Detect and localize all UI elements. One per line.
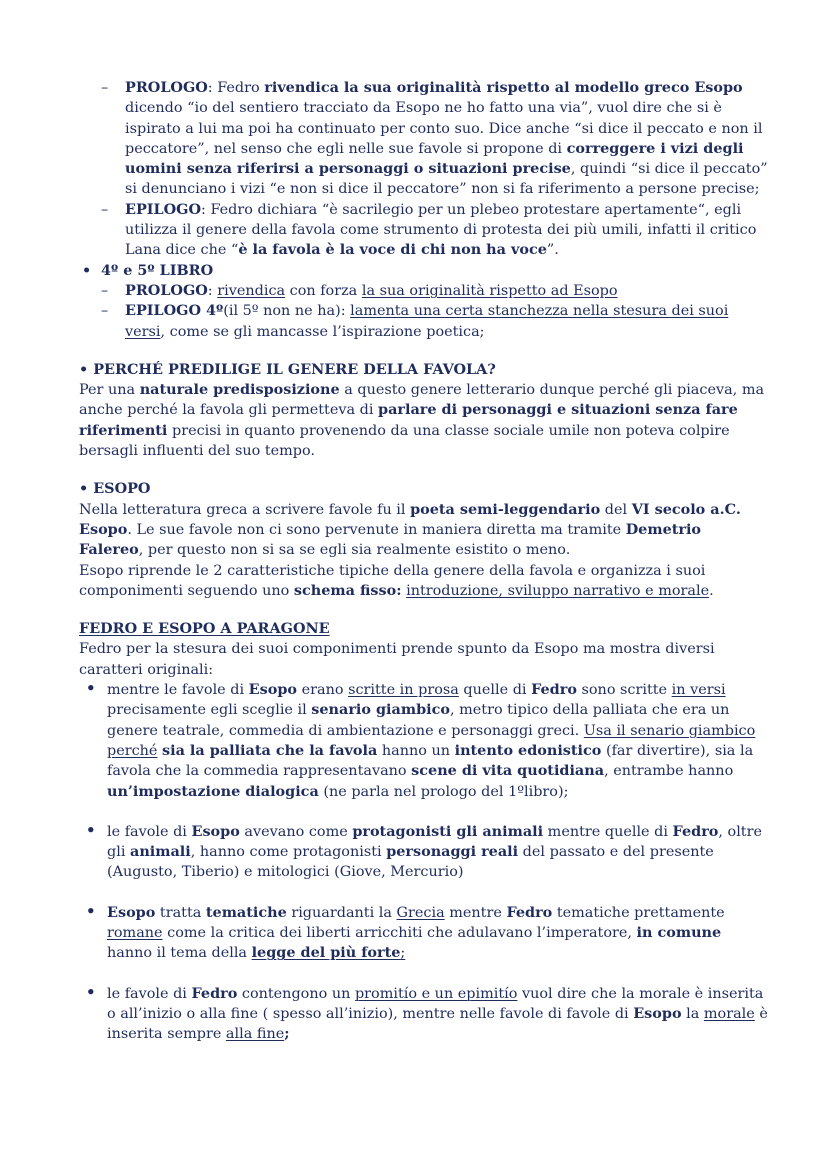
paragone-item-tematiche: • Esopo tratta tematiche riguardanti la Grecia mentre Fedro tematiche prettamente romane come la critica dei liberti arricchiti che adulavano l’imperatore, in comune hanno il tema della legge del più forte; (79, 903, 768, 964)
list-item-prologo: – PROLOGO: Fedro rivendica la sua originalità rispetto al modello greco Esopo dicendo “io del sentiero tracciato da Esopo ne ho fatto una via”, vuol dire che si è ispirato a lui ma poi ha continuato per conto suo. Dice anche “si dice il peccato e non il peccatore”, nel senso che egli nelle sue favole si propone di correggere i vizi degli uomini senza riferirsi a personaggi o situazioni precise, quindi “si dice il peccato” si denunciano i vizi “e non si dice il peccatore” non si fa riferimento a persone precise; (125, 78, 768, 200)
section-title-esopo: • ESOPO (79, 480, 151, 498)
libro-4-5-prologo: – PROLOGO: rivendica con forza la sua originalità rispetto ad Esopo (125, 281, 768, 301)
section-title-perche: • PERCHÉ PREDILIGE IL GENERE DELLA FAVOLA? (79, 360, 496, 378)
paragone-item-versi: • mentre le favole di Esopo erano scritte in prosa quelle di Fedro sono scritte in versi precisamente egli sceglie il senario giambico, metro tipico della palliata che era un genere teatrale, commedia di ambientazione e personaggi greci. Usa il senario giambico perché sia la palliata che la favola hanno un intento edonistico (far divertire), sia la favola che la commedia rappresentavano scene di vita quotidiana, entrambe hanno un’impostazione dialogica (ne parla nel prologo del 1ºlibro); (79, 680, 768, 802)
section-perche (79, 360, 768, 461)
paragone-item-morale: • le favole di Fedro contengono un promitío e un epimitío vuol dire che la morale è inserita o all’inizio o alla fine ( spesso all’inizio), mentre nelle favole di favole di Esopo la morale è inserita sempre alla fine; (79, 984, 768, 1045)
libro-4-5-sublist (101, 281, 768, 342)
list-item-epilogo: – EPILOGO: Fedro dichiara “è sacrilegio per un plebeo protestare apertamente“, egli utilizza il genere della favola come strumento di protesta dei più umili, infatti il critico Lana dice che “è la favola è la voce di chi non ha voce”. (125, 200, 768, 261)
paragraph-esopo-2: Esopo riprende le 2 caratteristiche tipiche della genere della favola e organizza i suoi componimenti seguendo uno schema fisso: introduzione, sviluppo narrativo e morale. (79, 562, 714, 599)
paragraph-perche: Per una naturale predisposizione a questo genere letterario dunque perché gli piaceva, ma anche perché la favola gli permetteva di parlare di personaggi e situazioni senza fare riferimenti precisi in quanto provenendo da una classe sociale umile non poteva colpire bersagli influenti del suo tempo. (79, 381, 765, 460)
libro-4-5-item (79, 261, 768, 342)
libro-4-5-title: 4º e 5º LIBRO (101, 261, 214, 279)
libro-4-5-list (79, 261, 768, 342)
section-title-paragone: FEDRO E ESOPO A PARAGONE (79, 620, 330, 638)
prologo-epilogo-list (79, 78, 768, 261)
paragone-list (79, 680, 768, 1044)
libro-4-5-epilogo: – EPILOGO 4º(il 5º non ne ha): lamenta una certa stanchezza nella stesura dei suoi versi, come se gli mancasse l’ispirazione poetica; (125, 301, 768, 342)
paragone-item-protagonisti: • le favole di Esopo avevano come protagonisti gli animali mentre quelle di Fedro, oltre gli animali, hanno come protagonisti personaggi reali del passato e del presente (Augusto, Tiberio) e mitologici (Giove, Mercurio) (79, 822, 768, 883)
section-esopo (79, 479, 768, 601)
paragraph-paragone-intro: Fedro per la stesura dei suoi componimenti prende spunto da Esopo ma mostra diversi caratteri originali: (79, 641, 715, 678)
paragraph-esopo-1: Nella letteratura greca a scrivere favole fu il poeta semi-leggendario del VI secolo a.C. Esopo. Le sue favole non ci sono pervenute in maniera diretta ma tramite Demetrio Falereo, per questo non si sa se egli sia realmente esistito o meno. (79, 500, 741, 559)
section-paragone (79, 619, 768, 1044)
